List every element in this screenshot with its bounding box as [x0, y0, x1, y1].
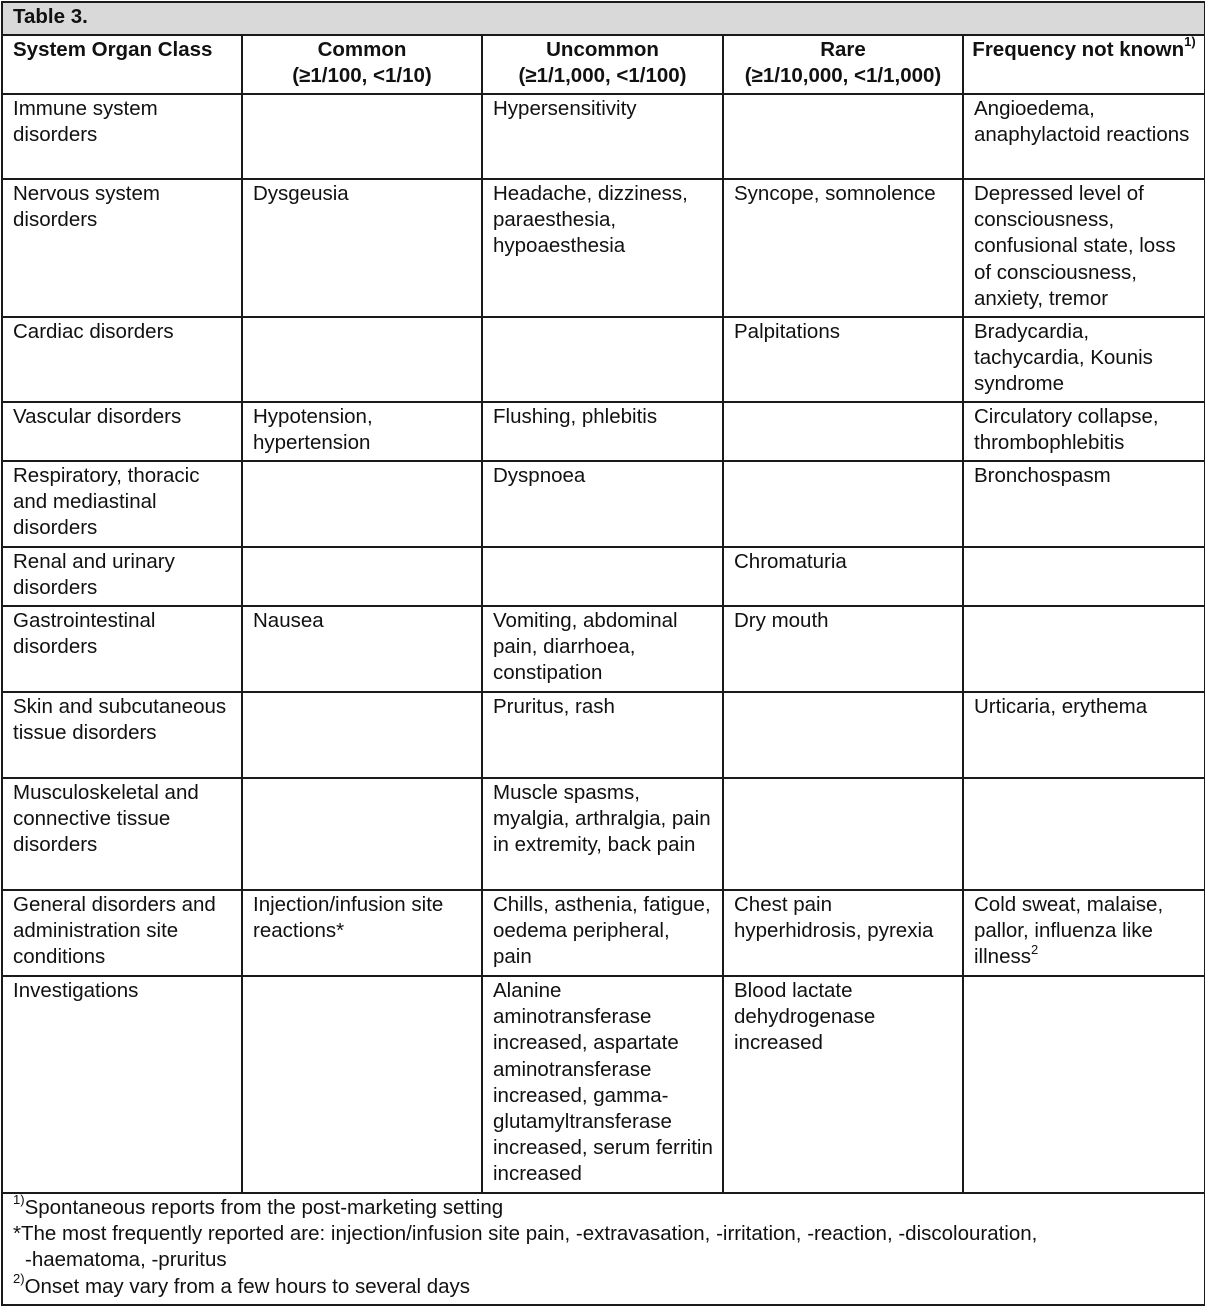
cell-text: Pruritus, rash — [493, 695, 615, 718]
cell-text: Depressed level of consciousness, confusional state, loss of consciousness, anxiety, tremor — [974, 182, 1176, 310]
cell-text: Flushing, phlebitis — [493, 405, 658, 428]
footnote-2-text: Onset may vary from a few hours to several days — [24, 1274, 471, 1298]
table-row — [2, 179, 1205, 317]
cell-text: Hypersensitivity — [493, 97, 637, 120]
system-organ-class-cell — [2, 94, 242, 179]
cell-text: Chest pain hyperhidrosis, pyrexia — [734, 893, 934, 943]
frequency-uncommon-cell — [482, 606, 723, 692]
frequency-nk-cell — [963, 606, 1205, 692]
system-organ-class-cell — [2, 976, 242, 1193]
system-organ-class-cell — [2, 778, 242, 890]
cell-text: Skin and subcutaneous tissue disorders — [13, 695, 227, 745]
cell-text: Nausea — [253, 609, 324, 632]
system-organ-class-cell — [2, 461, 242, 547]
frequency-nk-cell — [963, 402, 1205, 461]
cell-text: Dry mouth — [734, 609, 829, 632]
frequency-uncommon-cell — [482, 778, 723, 890]
table-row — [2, 606, 1205, 692]
frequency-uncommon-cell — [482, 547, 723, 606]
frequency-rare-cell — [723, 976, 963, 1193]
cell-text: Syncope, somnolence — [734, 182, 936, 205]
header-common — [242, 35, 482, 94]
header-rare-label: Rare — [820, 38, 866, 61]
frequency-rare-cell — [723, 179, 963, 317]
table-row — [2, 317, 1205, 402]
header-rare-range: (≥1/10,000, <1/1,000) — [744, 64, 942, 88]
cell-text: Gastrointestinal disorders — [13, 609, 156, 659]
cell-text: Chromaturia — [734, 550, 847, 573]
frequency-common-cell — [242, 890, 482, 976]
frequency-uncommon-cell — [482, 179, 723, 317]
cell-text: Musculoskeletal and connective tissue disorders — [13, 781, 199, 857]
footnote-2 — [13, 1270, 1196, 1300]
footnote-1-mark: 1) — [13, 1192, 25, 1208]
frequency-nk-cell — [963, 179, 1205, 317]
frequency-common-cell — [242, 94, 482, 179]
cell-text: Vomiting, abdominal pain, diarrhoea, constipation — [493, 609, 678, 685]
cell-text: Cardiac disorders — [13, 320, 174, 343]
cell-text: Renal and urinary disorders — [13, 550, 175, 600]
frequency-nk-cell — [963, 461, 1205, 547]
footnote-2-mark: 2) — [13, 1270, 25, 1286]
header-rare — [723, 35, 963, 94]
cell-text: Cold sweat, malaise, pallor, influenza like illness — [974, 893, 1164, 969]
system-organ-class-cell — [2, 317, 242, 402]
header-frequency-not-known — [963, 35, 1205, 94]
frequency-rare-cell — [723, 890, 963, 976]
frequency-nk-cell — [963, 317, 1205, 402]
footnote-star-line-2: -haematoma, -pruritus — [25, 1248, 227, 1272]
cell-text: Immune system disorders — [13, 97, 158, 147]
frequency-rare-cell — [723, 94, 963, 179]
cell-text: Alanine aminotransferase increased, aspartate aminotransferase increased, gamma-glutamyltransferase increased, serum ferritin increased — [493, 979, 713, 1186]
frequency-uncommon-cell — [482, 461, 723, 547]
header-uncommon — [482, 35, 723, 94]
footnote-1 — [13, 1192, 1196, 1221]
cell-text: Investigations — [13, 979, 139, 1002]
cell-text: Circulatory collapse, thrombophlebitis — [974, 405, 1159, 455]
frequency-common-cell — [242, 778, 482, 890]
cell-text: Muscle spasms, myalgia, arthralgia, pain in extremity, back pain — [493, 781, 711, 857]
footnote-2-ref: 2 — [1030, 941, 1039, 957]
frequency-nk-cell — [963, 94, 1205, 179]
header-common-range: (≥1/100, <1/10) — [292, 64, 432, 88]
frequency-rare-cell — [723, 317, 963, 402]
frequency-nk-cell — [963, 778, 1205, 890]
cell-text: Blood lactate dehydrogenase increased — [734, 979, 876, 1055]
frequency-nk-cell — [963, 547, 1205, 606]
header-nk-footnote-mark: 1) — [1184, 34, 1196, 50]
frequency-rare-cell — [723, 461, 963, 547]
frequency-common-cell — [242, 402, 482, 461]
system-organ-class-cell — [2, 606, 242, 692]
cell-text: Injection/infusion site reactions* — [253, 893, 444, 943]
table-row — [2, 692, 1205, 778]
frequency-uncommon-cell — [482, 317, 723, 402]
frequency-common-cell — [242, 317, 482, 402]
frequency-common-cell — [242, 547, 482, 606]
system-organ-class-cell — [2, 890, 242, 976]
table-row — [2, 976, 1205, 1193]
cell-text: Nervous system disorders — [13, 182, 160, 232]
table-row — [2, 461, 1205, 547]
frequency-uncommon-cell — [482, 890, 723, 976]
cell-text: Dysgeusia — [253, 182, 349, 205]
cell-text: Vascular disorders — [13, 405, 182, 428]
cell-text: Bradycardia, tachycardia, Kounis syndrome — [974, 320, 1153, 396]
cell-text: Urticaria, erythema — [974, 695, 1148, 718]
frequency-common-cell — [242, 606, 482, 692]
header-system-organ-class: System Organ Class — [2, 35, 242, 94]
cell-text: Dyspnoea — [493, 464, 586, 487]
cell-text: Chills, asthenia, fatigue, oedema peripheral, pain — [493, 893, 711, 969]
cell-text: Headache, dizziness, paraesthesia, hypoaesthesia — [493, 182, 688, 258]
system-organ-class-cell — [2, 402, 242, 461]
header-uncommon-range: (≥1/1,000, <1/100) — [518, 64, 687, 88]
frequency-rare-cell — [723, 547, 963, 606]
frequency-uncommon-cell — [482, 692, 723, 778]
table-body — [2, 94, 1205, 1193]
frequency-uncommon-cell — [482, 94, 723, 179]
cell-text: Palpitations — [734, 320, 840, 343]
frequency-rare-cell — [723, 778, 963, 890]
cell-text: Respiratory, thoracic and mediastinal disorders — [13, 464, 200, 540]
footnote-1-text: Spontaneous reports from the post-marketing setting — [24, 1196, 504, 1219]
table-title: Table 3. — [2, 2, 1205, 35]
cell-text: Hypotension, hypertension — [253, 405, 373, 455]
header-common-label: Common — [317, 38, 407, 61]
frequency-nk-cell — [963, 692, 1205, 778]
cell-text: Angioedema, anaphylactoid reactions — [974, 97, 1190, 147]
frequency-uncommon-cell — [482, 402, 723, 461]
table-row — [2, 547, 1205, 606]
frequency-common-cell — [242, 976, 482, 1193]
frequency-nk-cell — [963, 890, 1205, 976]
table-row — [2, 94, 1205, 179]
cell-text: General disorders and administration site conditions — [13, 893, 216, 969]
frequency-rare-cell — [723, 692, 963, 778]
frequency-uncommon-cell — [482, 976, 723, 1193]
frequency-common-cell — [242, 692, 482, 778]
table-row — [2, 890, 1205, 976]
header-nk-label: Frequency not known — [972, 38, 1185, 61]
frequency-nk-cell — [963, 976, 1205, 1193]
system-organ-class-cell — [2, 179, 242, 317]
system-organ-class-cell — [2, 547, 242, 606]
frequency-common-cell — [242, 179, 482, 317]
adverse-reactions-table — [1, 1, 1205, 1306]
footnote-star-line-1: *The most frequently reported are: injection/infusion site pain, -extravasation, -irritation, -reaction, -discolouration, — [13, 1222, 1038, 1246]
system-organ-class-cell — [2, 692, 242, 778]
cell-text: Bronchospasm — [974, 464, 1111, 487]
table-row — [2, 402, 1205, 461]
table-footnotes — [2, 1193, 1205, 1305]
frequency-rare-cell — [723, 606, 963, 692]
header-uncommon-label: Uncommon — [546, 38, 659, 61]
frequency-common-cell — [242, 461, 482, 547]
frequency-rare-cell — [723, 402, 963, 461]
table-row — [2, 778, 1205, 890]
